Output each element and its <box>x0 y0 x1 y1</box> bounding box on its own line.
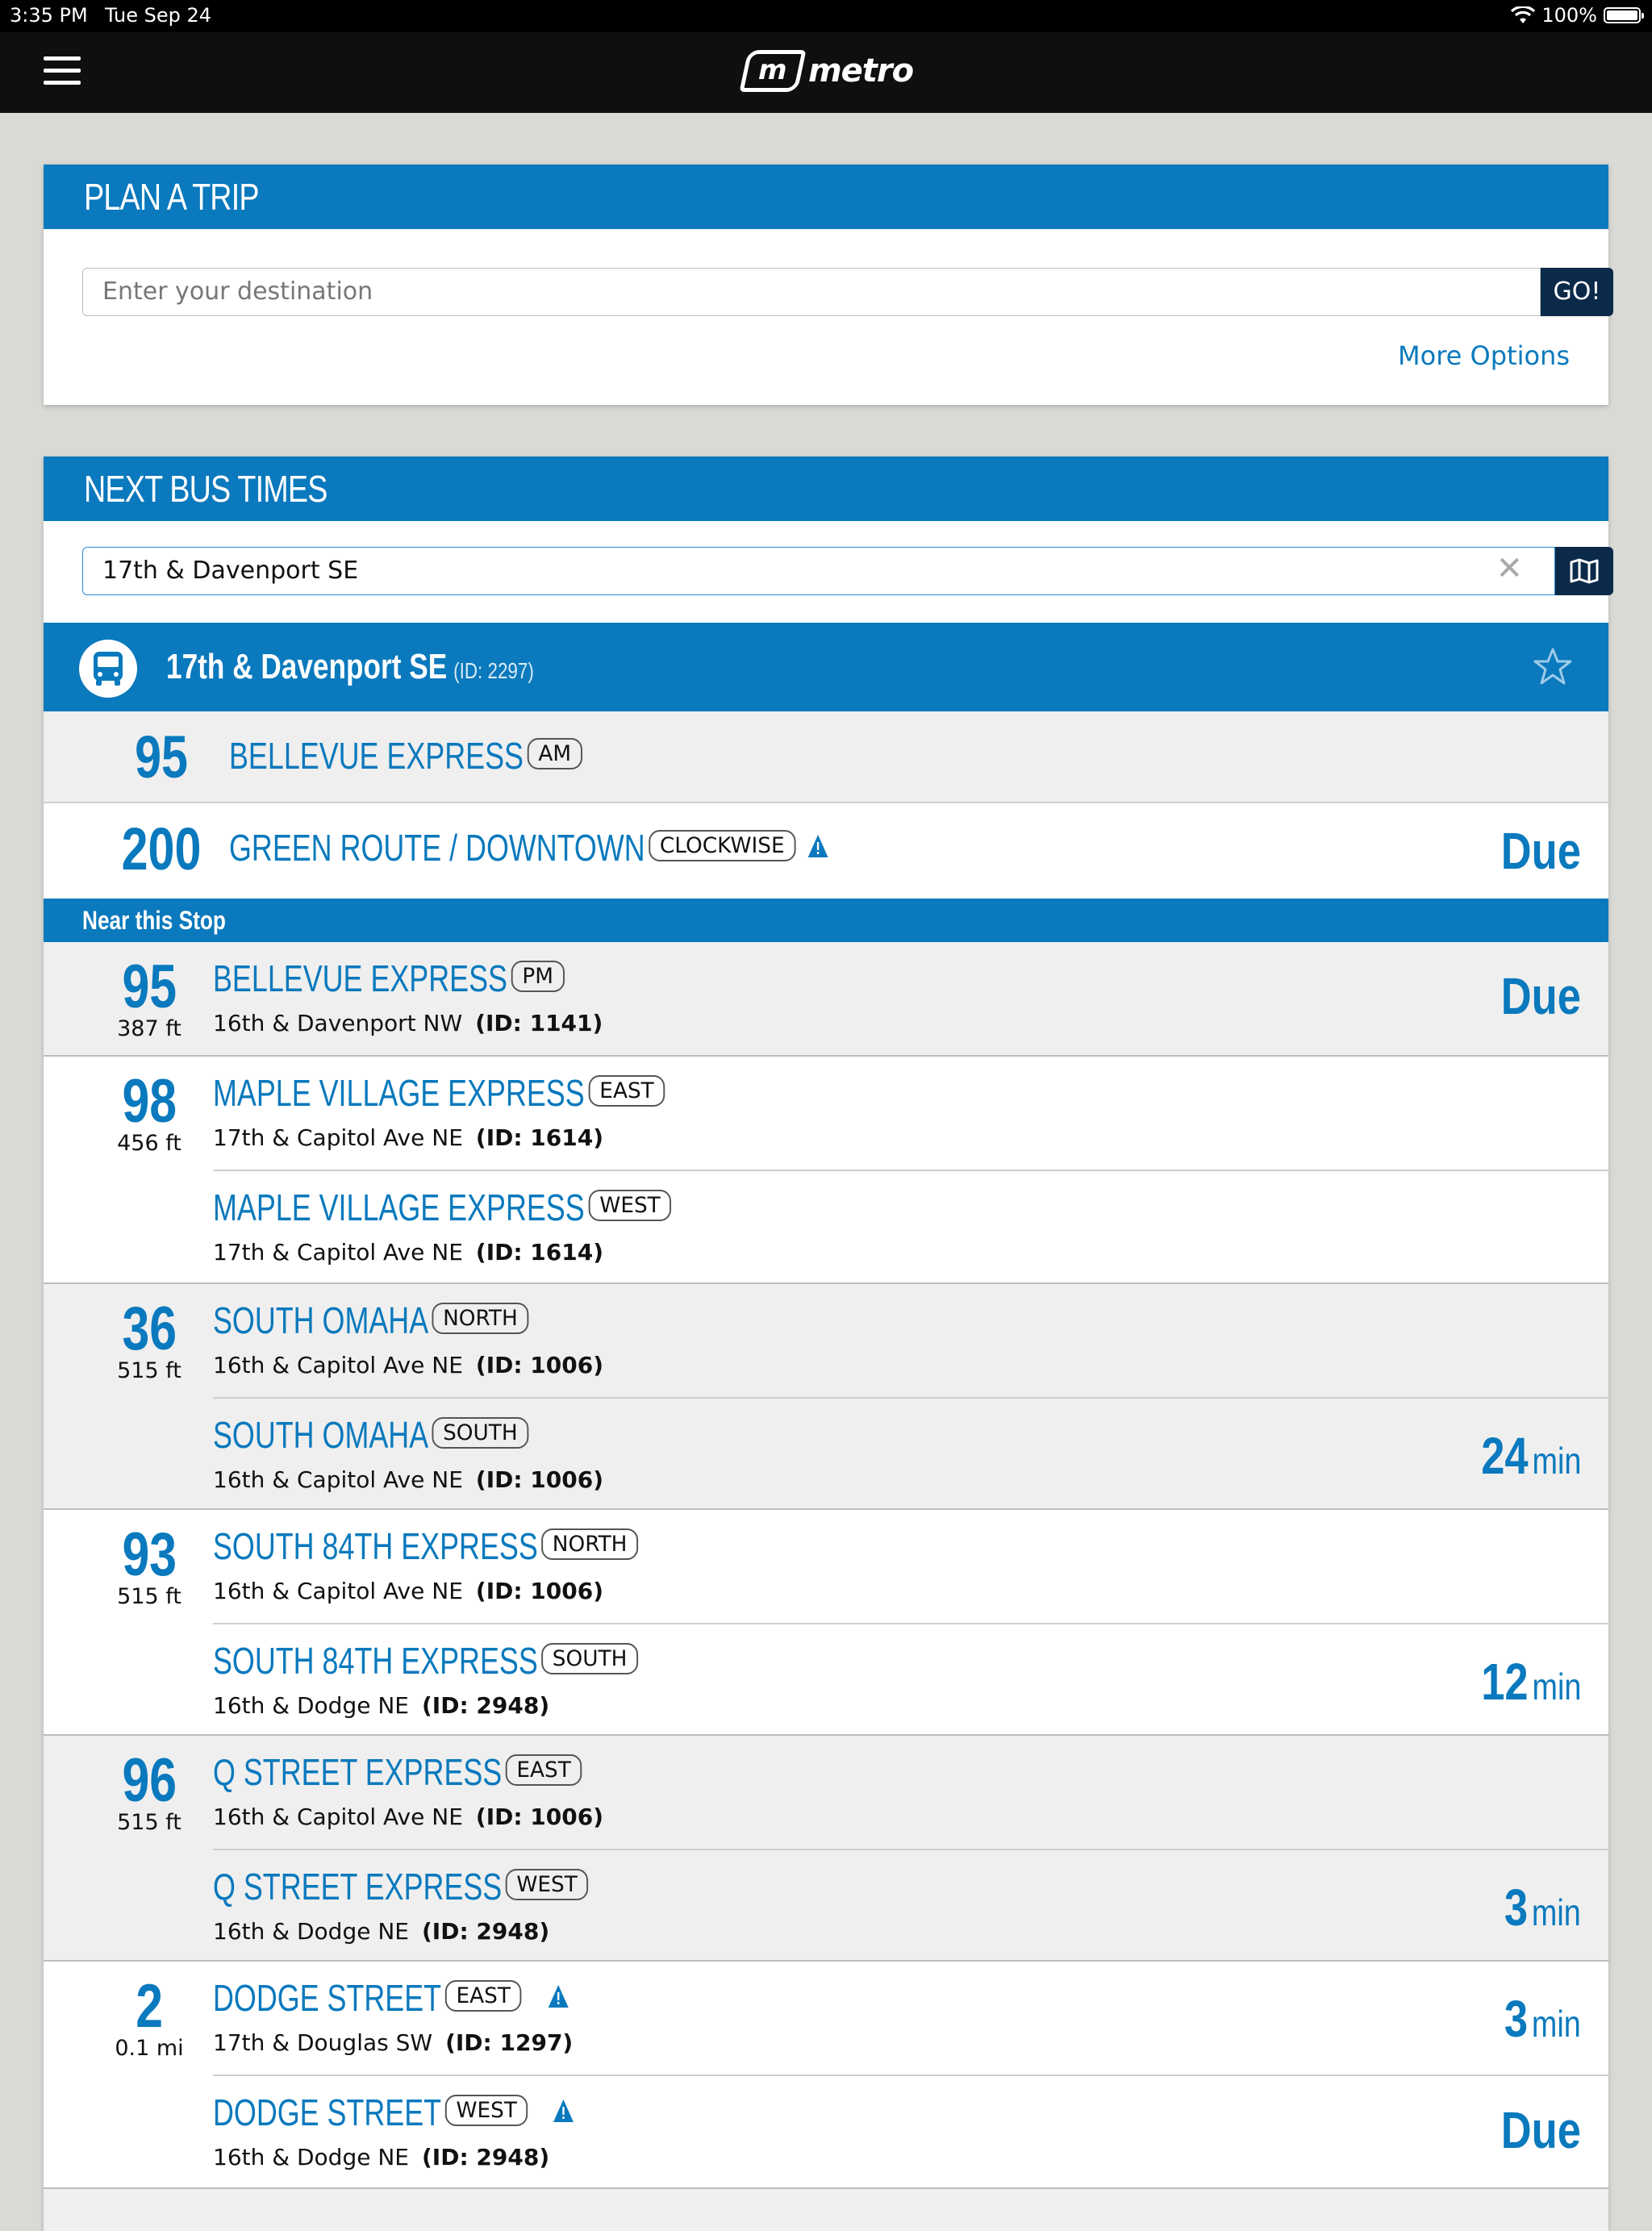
arrival-unit: min <box>1532 2003 1581 2045</box>
nearby-route-entry[interactable] <box>213 1962 1608 2075</box>
stop-location <box>213 1918 549 1945</box>
nearby-distance: 387 ft <box>117 1016 181 1041</box>
direction-badge: EAST <box>445 1980 522 2012</box>
stop-location-name: 16th & Davenport NW <box>213 1010 463 1036</box>
route-name-text: SOUTH 84TH EXPRESS <box>213 1640 538 1682</box>
arrival-value: Due <box>1500 2101 1581 2159</box>
route-name <box>213 1524 628 1568</box>
nearby-route-entry[interactable] <box>213 1284 1608 1397</box>
star-icon[interactable] <box>1533 647 1573 686</box>
nearby-route-group-partial <box>44 2189 1608 2231</box>
nearby-distance: 515 ft <box>117 1810 181 1835</box>
nearby-route-number: 2 <box>136 1972 163 2041</box>
direction-badge: CLOCKWISE <box>649 830 795 861</box>
direction-badge: NORTH <box>541 1528 638 1560</box>
arrival-value: Due <box>1500 967 1581 1025</box>
route-name <box>213 1299 519 1342</box>
direction-badge: SOUTH <box>432 1417 529 1449</box>
alert-icon[interactable] <box>553 2098 575 2124</box>
nearby-route-group <box>44 1962 1608 2189</box>
direction-badge: SOUTH <box>541 1643 638 1674</box>
stop-location-id: (ID: 1006) <box>475 1466 604 1493</box>
nearby-route-group <box>44 1057 1608 1284</box>
plan-trip-card <box>44 165 1608 405</box>
stop-location <box>213 1352 603 1378</box>
status-time: 3:35 PM <box>10 4 88 27</box>
stop-location-name: 16th & Dodge NE <box>213 1918 409 1945</box>
route-name <box>229 826 829 869</box>
nearby-route-group <box>44 1284 1608 1510</box>
nearby-route-number: 93 <box>122 1520 177 1589</box>
stop-location <box>213 2029 573 2056</box>
nearby-distance: 456 ft <box>117 1131 181 1156</box>
battery-icon <box>1604 7 1641 23</box>
next-bus-card <box>44 457 1608 2231</box>
wifi-icon <box>1511 6 1535 24</box>
menu-icon[interactable] <box>44 56 81 85</box>
route-name <box>213 1976 569 2020</box>
route-name <box>229 734 571 778</box>
arrival-unit: min <box>1532 1891 1581 1933</box>
nearby-distance: 515 ft <box>117 1584 181 1609</box>
nearby-route-entry[interactable] <box>213 1057 1608 1170</box>
nearby-route-entry[interactable] <box>213 2075 1608 2189</box>
map-button[interactable] <box>1555 547 1613 595</box>
near-stop-header <box>44 899 1608 942</box>
stop-location-id: (ID: 2948) <box>422 1692 550 1719</box>
stop-search-input[interactable]: 17th & Davenport SE <box>82 547 1555 595</box>
stop-location-name: 17th & Capitol Ave NE <box>213 1124 463 1151</box>
stop-location <box>213 1466 603 1493</box>
stop-location-id: (ID: 1006) <box>475 1804 604 1830</box>
bus-icon <box>79 640 137 698</box>
stop-location-id: (ID: 1614) <box>475 1124 604 1151</box>
nearby-route-group <box>44 942 1608 1057</box>
stop-location-name: 16th & Capitol Ave NE <box>213 1578 463 1604</box>
route-name-text: Q STREET EXPRESS <box>213 1866 503 1908</box>
stop-location-id: (ID: 2948) <box>422 1918 550 1945</box>
arrival-value: 3 <box>1504 1990 1529 2048</box>
route-name-text: GREEN ROUTE / DOWNTOWN <box>229 827 645 869</box>
nearby-route-number: 96 <box>122 1746 177 1815</box>
direction-badge: EAST <box>588 1075 665 1107</box>
route-name <box>213 1413 519 1457</box>
more-options-link[interactable]: More Options <box>1398 340 1570 371</box>
nearby-route-number: 36 <box>122 1295 177 1363</box>
route-name <box>213 1750 572 1794</box>
logo-text: metro <box>808 52 914 90</box>
arrival-time <box>1501 2100 1581 2160</box>
route-name <box>213 1071 654 1115</box>
selected-stop-bar <box>44 623 1608 711</box>
arrival-unit: min <box>1532 1440 1581 1482</box>
logo-mark: m <box>739 50 806 92</box>
direction-badge: NORTH <box>432 1303 529 1334</box>
nearby-route-entry[interactable] <box>213 1849 1608 1963</box>
arrival-time: Due <box>1500 822 1581 880</box>
route-number: 95 <box>135 724 188 790</box>
direction-badge: AM <box>528 738 582 769</box>
stop-location <box>213 1578 603 1604</box>
stop-location-id: (ID: 1141) <box>475 1010 603 1036</box>
arrival-value: 12 <box>1480 1653 1529 1711</box>
nearby-route-number: 98 <box>122 1067 177 1136</box>
route-name <box>213 2091 575 2134</box>
arrival-time <box>1481 1426 1581 1486</box>
direction-badge: PM <box>511 961 565 992</box>
stop-location <box>213 1804 603 1830</box>
route-row[interactable] <box>44 711 1608 803</box>
next-bus-title: NEXT BUS TIMES <box>84 468 327 510</box>
nearby-route-entry[interactable] <box>213 1170 1608 1284</box>
nearby-route-group <box>44 1736 1608 1962</box>
stop-location <box>213 2144 549 2171</box>
route-name <box>213 1865 578 1908</box>
top-nav <box>0 32 1652 113</box>
nearby-route-entry[interactable] <box>213 1510 1608 1623</box>
route-row[interactable] <box>44 803 1608 895</box>
arrival-value: 24 <box>1480 1427 1529 1485</box>
direction-badge: WEST <box>588 1190 671 1221</box>
plan-trip-header <box>44 165 1608 229</box>
nearby-route-entry[interactable] <box>213 1736 1608 1849</box>
plan-trip-title: PLAN A TRIP <box>84 176 259 218</box>
route-name <box>213 1639 628 1683</box>
route-name <box>213 957 553 1000</box>
stop-location-id: (ID: 1006) <box>475 1578 604 1604</box>
stop-location <box>213 1124 603 1151</box>
destination-input[interactable]: Enter your destination <box>82 268 1541 316</box>
nearby-route-number: 95 <box>122 953 177 1021</box>
arrival-time <box>1504 1989 1581 2049</box>
stop-location-id: (ID: 1297) <box>445 2029 574 2056</box>
route-number: 200 <box>121 815 202 882</box>
stop-name <box>166 623 534 715</box>
route-name-text: Q STREET EXPRESS <box>213 1751 503 1793</box>
stop-location-id: (ID: 2948) <box>422 2144 550 2171</box>
arrival-time <box>1501 966 1581 1026</box>
near-stop-label: Near this Stop <box>82 906 226 935</box>
arrival-time <box>1504 1878 1581 1937</box>
map-icon <box>1570 558 1599 584</box>
stop-name-text: 17th & Davenport SE <box>166 647 448 686</box>
route-name-text: MAPLE VILLAGE EXPRESS <box>213 1072 585 1114</box>
stop-location-id: (ID: 1006) <box>475 1352 604 1378</box>
stop-location-name: 16th & Dodge NE <box>213 1692 409 1719</box>
nearby-route-group <box>44 1510 1608 1736</box>
direction-badge: WEST <box>506 1869 589 1900</box>
clear-icon[interactable]: ✕ <box>1496 550 1523 587</box>
nearby-route-entry[interactable] <box>213 1623 1608 1737</box>
stop-location-name: 17th & Capitol Ave NE <box>213 1239 463 1266</box>
route-name-text: SOUTH OMAHA <box>213 1414 429 1456</box>
route-name-text: DODGE STREET <box>213 1977 442 2019</box>
nearby-distance: 515 ft <box>117 1358 181 1383</box>
stop-location <box>213 1239 603 1266</box>
stop-location <box>213 1010 603 1036</box>
stop-location-name: 17th & Douglas SW <box>213 2029 433 2056</box>
route-name-text: BELLEVUE EXPRESS <box>229 735 524 777</box>
stop-location-id: (ID: 1614) <box>475 1239 604 1266</box>
arrival-value: 3 <box>1504 1879 1529 1937</box>
stop-location-name: 16th & Dodge NE <box>213 2144 409 2171</box>
nearby-distance: 0.1 mi <box>115 2036 184 2061</box>
next-bus-header <box>44 457 1608 521</box>
battery-percent: 100% <box>1541 4 1597 27</box>
route-name-text: MAPLE VILLAGE EXPRESS <box>213 1186 585 1228</box>
route-name-text: SOUTH OMAHA <box>213 1299 429 1341</box>
route-name-text: SOUTH 84TH EXPRESS <box>213 1525 538 1567</box>
direction-badge: WEST <box>445 2095 528 2126</box>
stop-location-name: 16th & Capitol Ave NE <box>213 1466 463 1493</box>
arrival-unit: min <box>1532 1666 1581 1708</box>
route-name <box>213 1186 661 1229</box>
status-bar <box>0 0 1652 32</box>
metro-logo <box>744 50 913 92</box>
nearby-route-entry[interactable] <box>213 942 1608 1055</box>
stop-location-name: 16th & Capitol Ave NE <box>213 1804 463 1830</box>
status-date: Tue Sep 24 <box>105 4 212 27</box>
nearby-route-entry[interactable] <box>213 1397 1608 1512</box>
stop-location <box>213 1692 549 1719</box>
route-name-text: DODGE STREET <box>213 2091 442 2133</box>
alert-icon[interactable] <box>807 833 829 859</box>
direction-badge: EAST <box>506 1754 582 1786</box>
arrival-time <box>1481 1652 1581 1712</box>
stop-location-name: 16th & Capitol Ave NE <box>213 1352 463 1378</box>
stop-id: (ID: 2297) <box>453 658 534 683</box>
go-button[interactable]: GO! <box>1541 268 1613 316</box>
alert-icon[interactable] <box>547 1983 569 2009</box>
route-name-text: BELLEVUE EXPRESS <box>213 957 507 999</box>
